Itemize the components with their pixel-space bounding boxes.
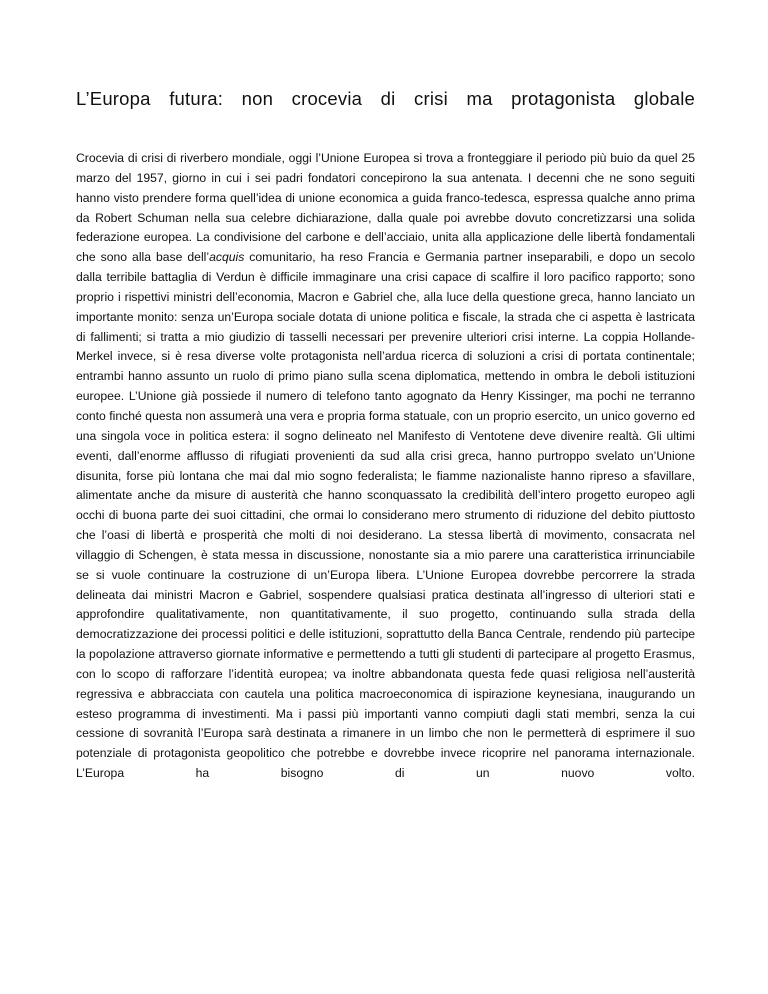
body-text-part-2: comunitario, ha reso Francia e Germania partner inseparabili, e dopo un secolo dalla terribile battaglia di Verdun è difficile immaginare una crisi capace di scalfire il loro pacifico rapporto; sono proprio i rispettivi ministri dell’economia, Macron e Gabriel che, alla luce della questione greca, hanno lanciato un importante monito: senza un’Europa sociale dotata di unione politica e fiscale, la strada che ci aspetta è lastricata di fallimenti; si tratta a mio giudizio di tasselli necessari per prevenire ulteriori crisi interne. La coppia Hollande-Merkel invece, si è resa diverse volte protagonista nell’ardua ricerca di soluzioni a crisi di portata continentale; entrambi hanno assunto un ruolo di primo piano sulla scena diplomatica, mettendo in ombra le deboli istituzioni europee. L’Unione già possiede il numero di telefono tanto agognato da Henry Kissinger, ma pochi ne terranno conto finché questa non assumerà una vera e propria forma statuale, con un proprio esercito, un unico governo ed una singola voce in politica estera: il sogno delineato nel Manifesto di Ventotene deve divenire realtà. Gli ultimi eventi, dall’enorme afflusso di rifugiati provenienti da sud alla crisi greca, hanno purtroppo svelato un’Unione disunita, forse più lontana che mai dal mio sogno federalista; le fiamme nazionaliste hanno ripreso a sfavillare, alimentate anche da misure di austerità che hanno sconquassato la credibilità dell’intero progetto europeo agli occhi di buona parte dei suoi cittadini, che ormai lo considerano mero strumento di riduzione del debito piuttosto che l’oasi di libertà e prosperità che molti di noi desiderano. La stessa libertà di movimento, consacrata nel villaggio di Schengen, è stata messa in discussione, nonostante sia a mio parere una caratteristica irrinunciabile se si vuole continuare la costruzione di un’Europa libera. L’Unione Europea dovrebbe percorrere la strada delineata dai ministri Macron e Gabriel, sospendere qualsiasi pratica destinata all’ingresso di ulteriori stati e approfondire qualitativamente, non quantitativamente, il suo progetto, continuando sulla strada della democratizzazione dei processi politici e delle istituzioni, soprattutto della Banca Centrale, rendendo più partecipe la popolazione attraverso giornate informative e permettendo a tutti gli studenti di partecipare al progetto Erasmus, con lo scopo di rafforzare l’identità europea; va inoltre abbandonata questa fede quasi religiosa nell’austerità regressiva e abbracciata con cautela una politica macroeconomica di ispirazione keynesiana, inaugurando un esteso programma di investimenti. Ma i passi più importanti vanno compiuti dagli stati membri, senza la cui cessione di sovranità l’Europa sarà destinata a rimanere in un limbo che non le permetterà di esprimere il suo potenziale di protagonista geopolitico che potrebbe e dovrebbe invece ricoprire nel panorama internazionale. L’Europa ha bisogno di un nuovo volto. <box>76 250 696 781</box>
document-body <box>76 149 695 784</box>
document-title: L’Europa futura: non crocevia di crisi ma protagonista globale <box>76 88 695 109</box>
body-text-part-1: Crocevia di crisi di riverbero mondiale, oggi l’Unione Europea si trova a fronteggiare il periodo più buio da quel 25 marzo del 1957, giorno in cui i sei padri fondatori concepirono la sua antenata. I decenni che ne sono seguiti hanno visto prendere forma quell’idea di unione economica a guida franco-tedesca, espressa qualche anno prima da Robert Schuman nella sua celebre dichiarazione, dalla quale poi avrebbe dovuto concretizzarsi una solida federazione europea. La condivisione del carbone e dell’acciaio, unita alla applicazione delle libertà fondamentali che sono alla base dell’ <box>76 151 695 265</box>
body-text-italic-term: acquis <box>209 250 245 265</box>
